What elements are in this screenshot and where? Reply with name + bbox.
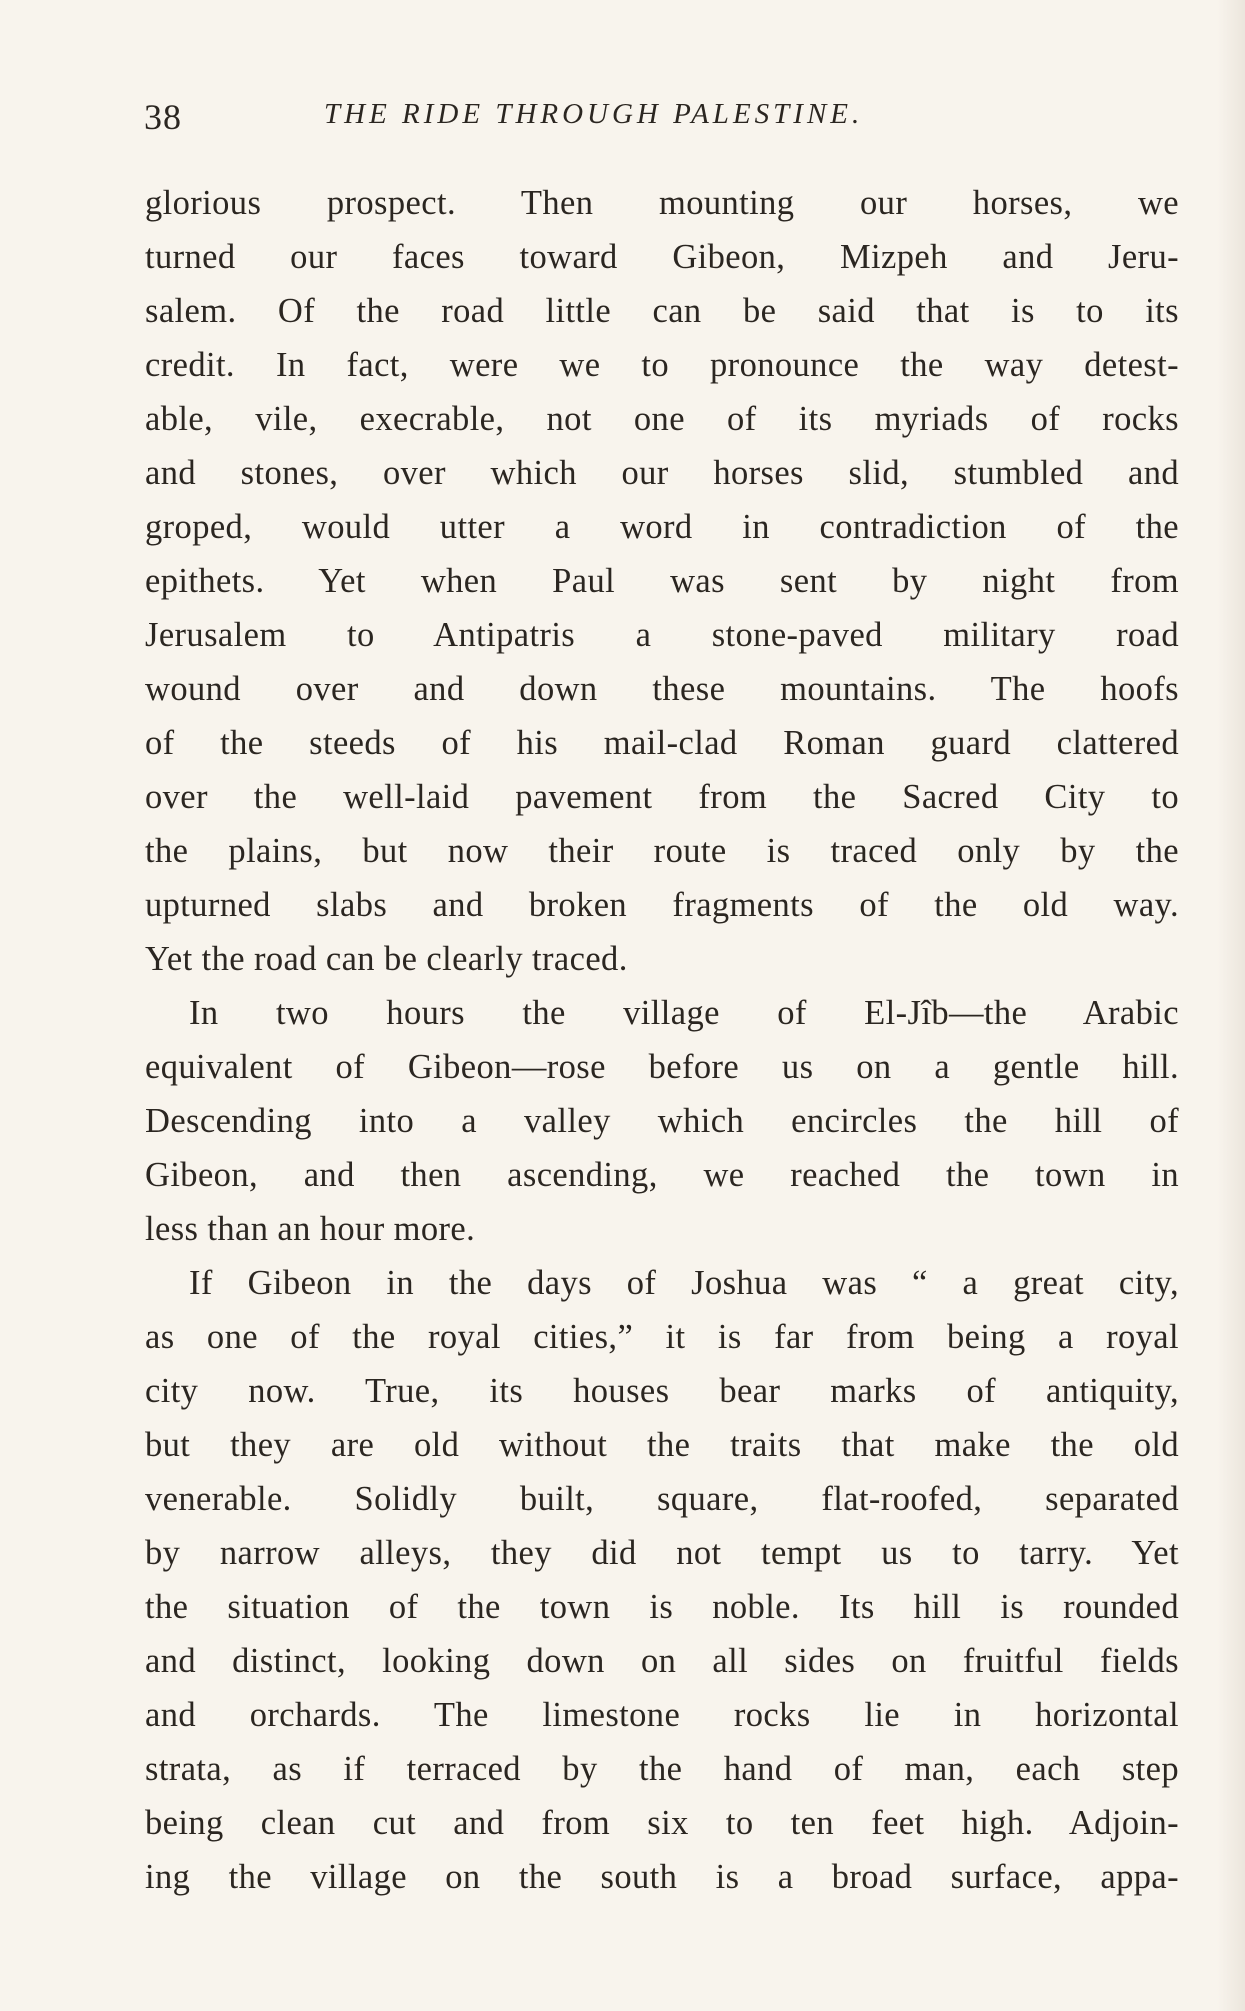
text-line: Descending into a valley which encircles the hill of bbox=[145, 1102, 1179, 1140]
text-line: Gibeon, and then ascending, we reached the town in bbox=[145, 1156, 1179, 1194]
text-line: epithets. Yet when Paul was sent by night from bbox=[145, 562, 1179, 600]
text-line: turned our faces toward Gibeon, Mizpeh and Jeru- bbox=[145, 238, 1179, 276]
text-line: and stones, over which our horses slid, stumbled and bbox=[145, 454, 1179, 492]
text-line: city now. True, its houses bear marks of antiquity, bbox=[145, 1372, 1179, 1410]
running-title: THE RIDE THROUGH PALESTINE. bbox=[324, 98, 864, 130]
text-line: being clean cut and from six to ten feet high. Adjoin- bbox=[145, 1804, 1179, 1842]
text-line: In two hours the village of El-Jîb—the Arabic bbox=[189, 994, 1179, 1032]
text-line: upturned slabs and broken fragments of the old way. bbox=[145, 886, 1179, 924]
text-line: and distinct, looking down on all sides on fruitful fields bbox=[145, 1642, 1179, 1680]
text-line: groped, would utter a word in contradiction of the bbox=[145, 508, 1179, 546]
text-line: over the well-laid pavement from the Sacred City to bbox=[145, 778, 1179, 816]
body-text bbox=[145, 176, 1179, 1904]
text-line: strata, as if terraced by the hand of man, each step bbox=[145, 1750, 1179, 1788]
text-line: wound over and down these mountains. The hoofs bbox=[145, 670, 1179, 708]
text-line: ing the village on the south is a broad surface, appa- bbox=[145, 1858, 1179, 1896]
text-line: the plains, but now their route is traced only by the bbox=[145, 832, 1179, 870]
text-line: the situation of the town is noble. Its hill is rounded bbox=[145, 1588, 1179, 1626]
text-line: glorious prospect. Then mounting our horses, we bbox=[145, 184, 1179, 222]
text-line: Yet the road can be clearly traced. bbox=[145, 940, 628, 978]
text-line: and orchards. The limestone rocks lie in horizontal bbox=[145, 1696, 1179, 1734]
text-line: but they are old without the traits that make the old bbox=[145, 1426, 1179, 1464]
text-line: as one of the royal cities,” it is far from being a royal bbox=[145, 1318, 1179, 1356]
text-line: equivalent of Gibeon—rose before us on a gentle hill. bbox=[145, 1048, 1179, 1086]
text-line: less than an hour more. bbox=[145, 1210, 476, 1248]
text-line: able, vile, execrable, not one of its myriads of rocks bbox=[145, 400, 1179, 438]
text-line: salem. Of the road little can be said that is to its bbox=[145, 292, 1179, 330]
text-line: Jerusalem to Antipatris a stone-paved military road bbox=[145, 616, 1179, 654]
text-line: credit. In fact, were we to pronounce the way detest- bbox=[145, 346, 1179, 384]
page-header bbox=[144, 92, 1180, 142]
page-number: 38 bbox=[144, 97, 182, 137]
text-line: of the steeds of his mail-clad Roman guard clattered bbox=[145, 724, 1179, 762]
page-edge-shadow bbox=[1217, 0, 1245, 2011]
text-line: If Gibeon in the days of Joshua was “ a great city, bbox=[189, 1264, 1179, 1302]
text-line: by narrow alleys, they did not tempt us to tarry. Yet bbox=[145, 1534, 1179, 1572]
text-line: venerable. Solidly built, square, flat-roofed, separated bbox=[145, 1480, 1179, 1518]
